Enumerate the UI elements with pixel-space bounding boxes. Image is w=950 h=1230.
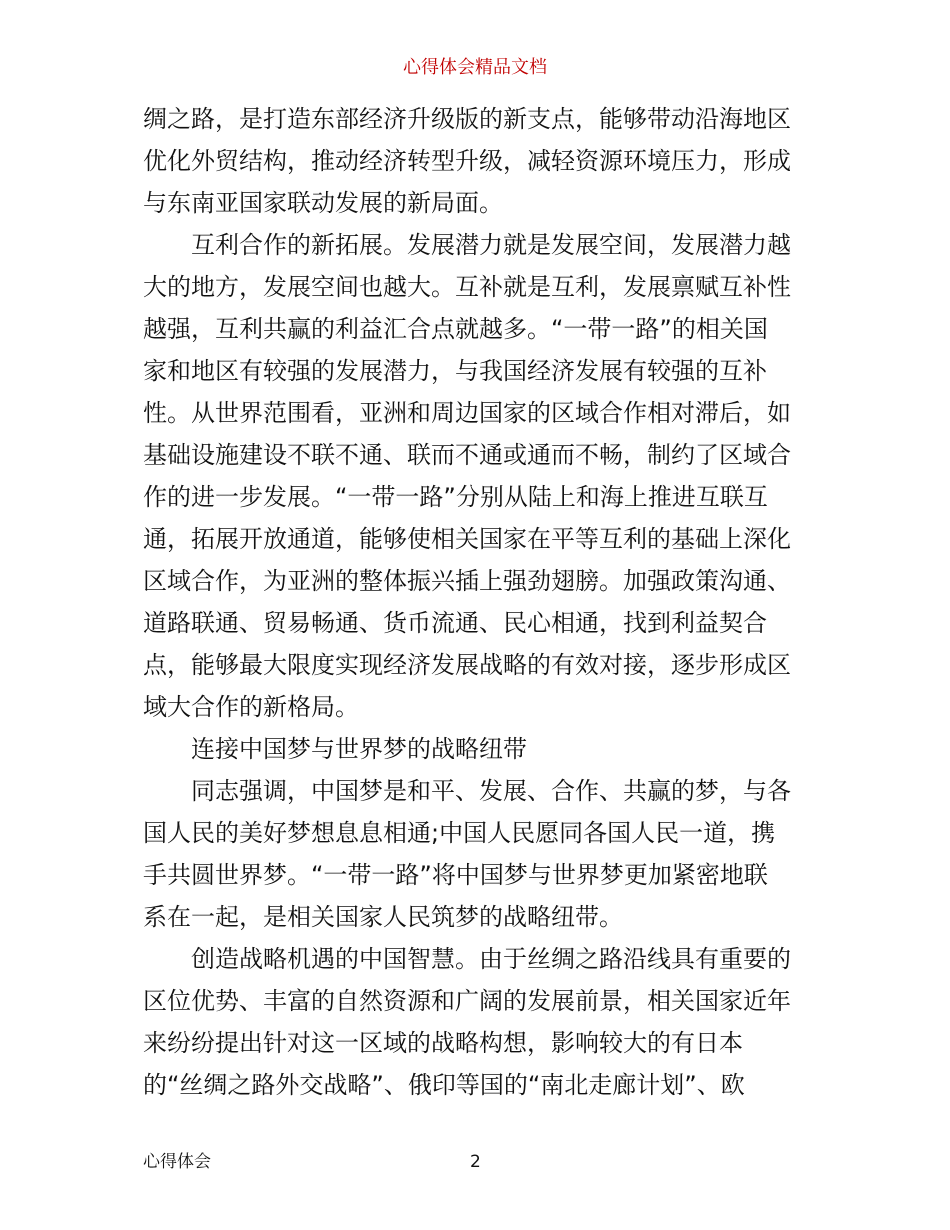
text-line: 通，拓展开放通道，能够使相关国家在平等互利的基础上深化 bbox=[143, 525, 791, 553]
footer-label: 心得体会 bbox=[143, 1152, 211, 1172]
text-line: 性。从世界范围看，亚洲和周边国家的区域合作相对滞后，如 bbox=[143, 399, 791, 427]
text-line: 手共圆世界梦。“一带一路”将中国梦与世界梦更加紧密地联 bbox=[143, 861, 768, 889]
text-line: 同志强调，中国梦是和平、发展、合作、共赢的梦，与各 bbox=[191, 777, 791, 805]
text-line: 绸之路，是打造东部经济升级版的新支点，能够带动沿海地区 bbox=[143, 105, 791, 133]
text-line: 越强，互利共赢的利益汇合点就越多。“一带一路”的相关国 bbox=[143, 315, 768, 343]
text-line: 优化外贸结构，推动经济转型升级，减轻资源环境压力，形成 bbox=[143, 147, 791, 175]
text-line: 连接中国梦与世界梦的战略纽带 bbox=[191, 735, 527, 763]
document-body bbox=[143, 98, 813, 1106]
header-title: 心得体会精品文档 bbox=[403, 57, 547, 78]
text-line: 来纷纷提出针对这一区域的战略构想，影响较大的有日本 bbox=[143, 1029, 743, 1057]
page-header bbox=[0, 56, 950, 80]
text-line: 国人民的美好梦想息息相通;中国人民愿同各国人民一道，携 bbox=[143, 819, 776, 847]
text-line: 区域合作，为亚洲的整体振兴插上强劲翅膀。加强政策沟通、 bbox=[143, 567, 791, 595]
text-line: 与东南亚国家联动发展的新局面。 bbox=[143, 189, 503, 217]
text-line: 系在一起，是相关国家人民筑梦的战略纽带。 bbox=[143, 903, 623, 931]
text-line: 家和地区有较强的发展潜力，与我国经济发展有较强的互补 bbox=[143, 357, 767, 385]
text-line: 互利合作的新拓展。发展潜力就是发展空间，发展潜力越 bbox=[191, 231, 791, 259]
page-footer bbox=[143, 1150, 813, 1174]
text-line: 基础设施建设不联不通、联而不通或通而不畅，制约了区域合 bbox=[143, 441, 791, 469]
text-line: 大的地方，发展空间也越大。互补就是互利，发展禀赋互补性 bbox=[143, 273, 791, 301]
text-line: 域大合作的新格局。 bbox=[143, 693, 359, 721]
text-line: 创造战略机遇的中国智慧。由于丝绸之路沿线具有重要的 bbox=[191, 945, 791, 973]
page-number: 2 bbox=[470, 1152, 481, 1172]
text-line: 的“丝绸之路外交战略”、俄印等国的“南北走廊计划”、欧 bbox=[143, 1071, 745, 1099]
text-line: 道路联通、贸易畅通、货币流通、民心相通，找到利益契合 bbox=[143, 609, 767, 637]
text-line: 点，能够最大限度实现经济发展战略的有效对接，逐步形成区 bbox=[143, 651, 791, 679]
text-line: 区位优势、丰富的自然资源和广阔的发展前景，相关国家近年 bbox=[143, 987, 791, 1015]
text-line: 作的进一步发展。“一带一路”分别从陆上和海上推进互联互 bbox=[143, 483, 768, 511]
